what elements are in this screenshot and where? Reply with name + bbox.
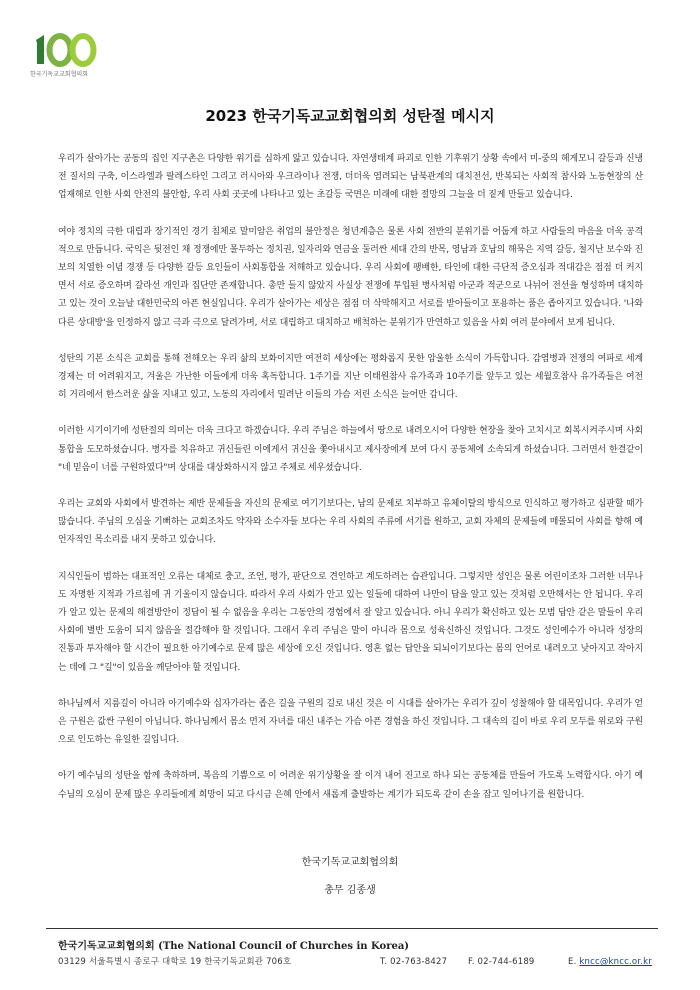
- paragraph: 하나님께서 지름길이 아니라 아기예수와 십자가라는 좁은 길을 구원의 길로 내신 것은 이 시대를 살아가는 우리가 깊이 성찰해야 할 대목입니다. 우리가 얻은 구원은 값싼 구원이 아닙니다. 하나님께서 몸소 먼저 자녀를 대신 내주는 가슴 아픈 경험을 하신 것입니다. 그 대속의 길이 바로 우리 모두를 위로와 구원으로 인도하는 유일한 길입니다.: [58, 698, 643, 746]
- signature-name: 총무 김종생: [324, 885, 376, 896]
- logo: [30, 30, 120, 80]
- logo-caption: 한국기독교교회협의회: [30, 71, 88, 78]
- message-body: [58, 150, 643, 822]
- paragraph: 우리가 살아가는 공동의 집인 지구촌은 다양한 위기를 심하게 앓고 있습니다. 자연생태계 파괴로 인한 기후위기 상황 속에서 미-중의 헤게모니 갈등과 신냉전 질서의 구축, 이스라엘과 팔레스타인 그리고 러시아와 우크라이나 전쟁, 더더욱 염려되는 남북관계의 대치전선, 반복되는 사회적 참사와 노동현장의 산업재해로 인한 사회 안전의 불안함, 우리 사회 곳곳에 나타나고 있는 초갈등 국면은 미래에 대한 절망의 그늘을 더 짙게 만들고 있습니다.: [58, 154, 643, 201]
- paragraph: 우리는 교회와 사회에서 발견하는 제반 문제들을 자신의 문제로 여기기보다는, 남의 문제로 치부하고 유체이탈의 방식으로 인식하고 평가하고 심판할 때가 많습니다. 주님의 오심을 기뻐하는 교회조차도 약자와 소수자들 보다는 우리 사회의 주류에 서기를 원하고, 교회 자체의 문제들에 매몰되어 사회를 향해 예언자적인 목소리를 내지 못하고 있습니다.: [58, 499, 643, 546]
- footer-organization: 한국기독교교회협의회 (The National Council of Churches in Korea): [58, 941, 410, 952]
- footer-contact: [58, 955, 652, 967]
- logo-digit-one: [36, 35, 44, 64]
- logo-digit-zero-right: [73, 36, 94, 64]
- footer-phone: T. 02-763-8427: [380, 957, 448, 967]
- logo-digit-zero-left: [50, 36, 71, 64]
- kncc-100-logo-icon: [30, 30, 100, 68]
- document-title: 2023 한국기독교교회협의회 성탄절 메시지: [205, 107, 495, 125]
- footer-email-label: E.: [568, 957, 577, 967]
- paragraph: 여야 정치의 극한 대립과 장기적인 경기 침체로 말미암은 취업의 불안정은 청년계층은 물론 사회 전반의 분위기를 어둡게 하고 사람들의 마음을 더욱 공격적으로 만듭니다. 국익은 뒷전인 채 정쟁에만 몰두하는 정치권, 일자리와 연금을 둘러싼 세대 간의 반목, 영남과 호남의 해묵은 지역 갈등, 철지난 보수와 진보의 치열한 이념 경쟁 등 다양한 갈등 요인들이 사회통합을 저해하고 있습니다. 우리 사회에 팽배한, 타인에 대한 극단적 증오심과 적대감은 점점 더 커지면서 서로 증오하며 갈라선 개인과 집단만 존재합니다. 총만 들지 않았지 사실상 전쟁에 투입된 병사처럼 아군과 적군으로 나뉘어 전선을 형성하며 대치하고 있는 것이 오늘날 대한민국의 아픈 현실입니다. 우리가 살아가는 세상은 점점 더 삭막해지고 서로를 받아들이고 포용하는 품은 좁아지고 있습니다. '나와 다른 상대방'을 인정하지 않고 극과 극으로 달려가며, 서로 대립하고 대치하고 배척하는 분위기가 만연하고 있음을 사회 여러 분야에서 보게 됩니다.: [58, 226, 643, 328]
- signature-organization: 한국기독교교회협의회: [301, 857, 399, 868]
- footer-email-link[interactable]: kncc@kncc.or.kr: [579, 957, 652, 967]
- paragraph: 이러한 시기이기에 성탄절의 의미는 더욱 크다고 하겠습니다. 우리 주님은 하늘에서 땅으로 내려오시어 다양한 현장을 찾아 고치시고 회복시켜주시며 사회통합을 도모하셨습니다. 병자를 치유하고 귀신들린 이에게서 귀신을 쫓아내시고 제사장에게 보여 다시 공동체에 소속되게 하셨습니다. 그러면서 한결같이 "네 믿음이 너를 구원하였다"며 상대를 대상화하시지 않고 주체로 세우셨습니다.: [58, 426, 643, 473]
- footer-address: 03129 서울특별시 종로구 대학로 19 한국기독교회관 706호: [58, 957, 292, 967]
- paragraph: 성탄의 기본 소식은 교회를 통해 전해오는 우리 삶의 보화이지만 여전히 세상에는 평화롭지 못한 암울한 소식이 가득합니다. 감염병과 전쟁의 여파로 세계 경제는 더 어려워지고, 겨울은 가난한 이들에게 더욱 혹독합니다. 1주기를 지난 이태원참사 유가족과 10주기를 앞두고 있는 세월호참사 유가족들은 여전히 거리에서 한스러운 삶을 지내고 있고, 노동의 자리에서 밀려난 이들의 가슴 저린 소식은 늘어만 갑니다.: [58, 353, 643, 401]
- footer-divider: [46, 928, 658, 929]
- footer-fax: F. 02-744-6189: [468, 957, 535, 967]
- paragraph: 아기 예수님의 성탄을 함께 축하하며, 복음의 기쁨으로 이 어려운 위기상황을 잘 이겨 내어 진고로 하나 되는 공동체를 만들어 가도록 노력합시다. 아기 예수님의 오심이 문제 많은 우리들에게 희망이 되고 다시금 은혜 안에서 새롭게 출발하는 계기가 되도록 같이 손을 잡고 일어나기를 원합니다.: [58, 771, 643, 800]
- paragraph: 지식인들이 범하는 대표적인 오류는 대체로 충고, 조언, 평가, 판단으로 견인하고 계도하려는 습관입니다. 그렇지만 성인은 물론 어린이조차 그러한 너무나도 자명한 지적과 가르침에 귀 기울이지 않습니다. 따라서 우리 사회가 안고 있는 일들에 대하여 나만이 답을 알고 있는 것처럼 오만해서는 안 됩니다. 우리가 알고 있는 문제의 해결방안이 정답이 될 수 없음을 우리는 그동안의 경험에서 잘 알고 있습니다. 아니 우리가 확신하고 있는 모범 답안 같은 말들이 우리 사회에 별반 도움이 되지 않음을 절감해야 할 것입니다. 그래서 우리 주님은 말이 아니라 몸으로 성육신하신 것입니다. 그것도 성인예수가 아니라 성장의 진통과 투자해야 할 시간이 필요한 아기예수로 문제 많은 세상에 오신 것입니다. 영혼 없는 답안을 되뇌이기보다는 몸의 언어로 내려오고 낮아지고 작아지는 데에 그 "길"이 있음을 깨닫아야 할 것입니다.: [58, 571, 643, 673]
